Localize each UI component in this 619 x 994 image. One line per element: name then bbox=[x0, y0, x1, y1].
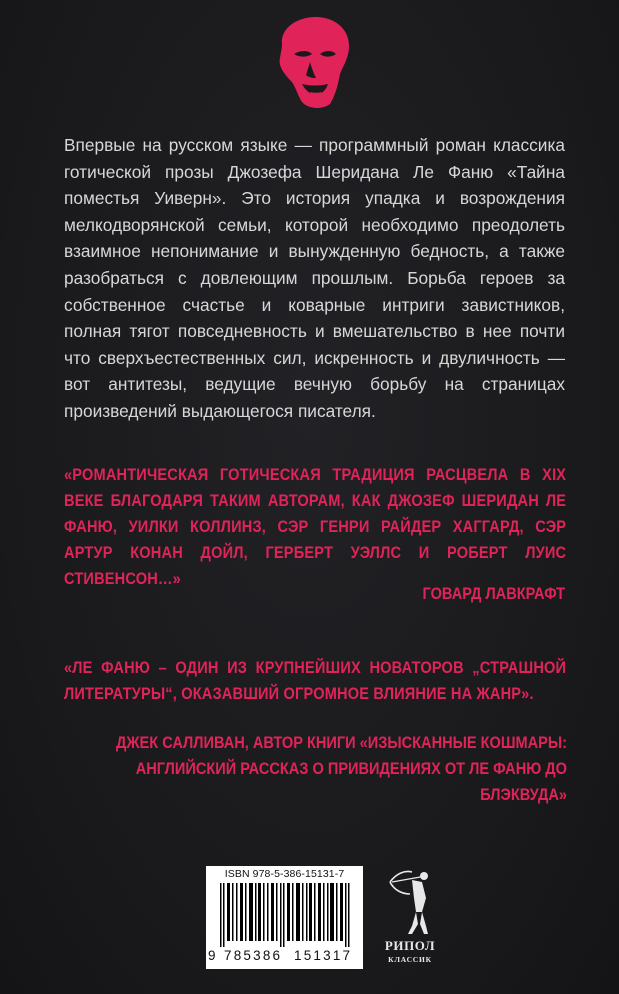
barcode bbox=[206, 866, 363, 969]
publisher-name: РИПОЛ bbox=[384, 938, 436, 953]
blurb-text: Впервые на русском языке — программный роман классика готической прозы Джозефа Шеридана Ле Фаню «Тайна поместья Уиверн». Это история упадка и возрождения мелкодворянской семьи, которой необходимо преодолеть взаимное непонимание и вынужденную бедность, а также разобраться с довлеющим прошлым. Борьба героев за собственное счастье и коварные интриги завистников, полная тягот повседневность и вмешательство в нее почти что сверхъестественных сил, искренность и двуличность — вот антитезы, ведущие вечную борьбу на страницах произведений выдающегося писателя. bbox=[64, 135, 565, 421]
barcode-digit-first: 9 bbox=[208, 948, 216, 963]
isbn-label: ISBN 978-5-386-15131-7 bbox=[224, 868, 345, 880]
sullivan-attribution-line2: АНГЛИЙСКИЙ РАССКАЗ О ПРИВИДЕНИЯХ ОТ ЛЕ ФАНЮ ДО БЛЭКВУДА» bbox=[135, 760, 567, 804]
barcode-digit-group2: 151317 bbox=[294, 948, 353, 963]
barcode-bars bbox=[218, 883, 352, 947]
publisher-subname: КЛАССИК bbox=[388, 955, 432, 964]
sullivan-attribution bbox=[63, 730, 567, 808]
sullivan-quote: «ЛЕ ФАНЮ – ОДИН ИЗ КРУПНЕЙШИХ НОВАТОРОВ „СТРАШНОЙ ЛИТЕРАТУРЫ“, ОКАЗАВШИЙ ОГРОМНОЕ ВЛИЯНИЕ НА ЖАНР». bbox=[64, 659, 567, 703]
sullivan-attribution-line1: ДЖЕК САЛЛИВАН, АВТОР КНИГИ «ИЗЫСКАННЫЕ КОШМАРЫ: bbox=[115, 734, 568, 752]
author-portrait-silhouette bbox=[270, 14, 354, 110]
lovecraft-quote: «РОМАНТИЧЕСКАЯ ГОТИЧЕСКАЯ ТРАДИЦИЯ РАСЦВЕЛА В XIX ВЕКЕ БЛАГОДАРЯ ТАКИМ АВТОРАМ, КАК ДЖОЗЕФ ШЕРИДАН ЛЕ ФАНЮ, УИЛКИ КОЛЛИНЗ, СЭР ГЕНРИ РАЙДЕР ХАГГАРД, СЭР АРТУР КОНАН ДОЙЛ, ГЕРБЕРТ УЭЛЛС И РОБЕРТ ЛУИС СТИВЕНСОН…» bbox=[64, 466, 567, 588]
lovecraft-attribution: ГОВАРД ЛАВКРАФТ bbox=[422, 585, 565, 603]
barcode-digit-group1: 785386 bbox=[224, 948, 283, 963]
